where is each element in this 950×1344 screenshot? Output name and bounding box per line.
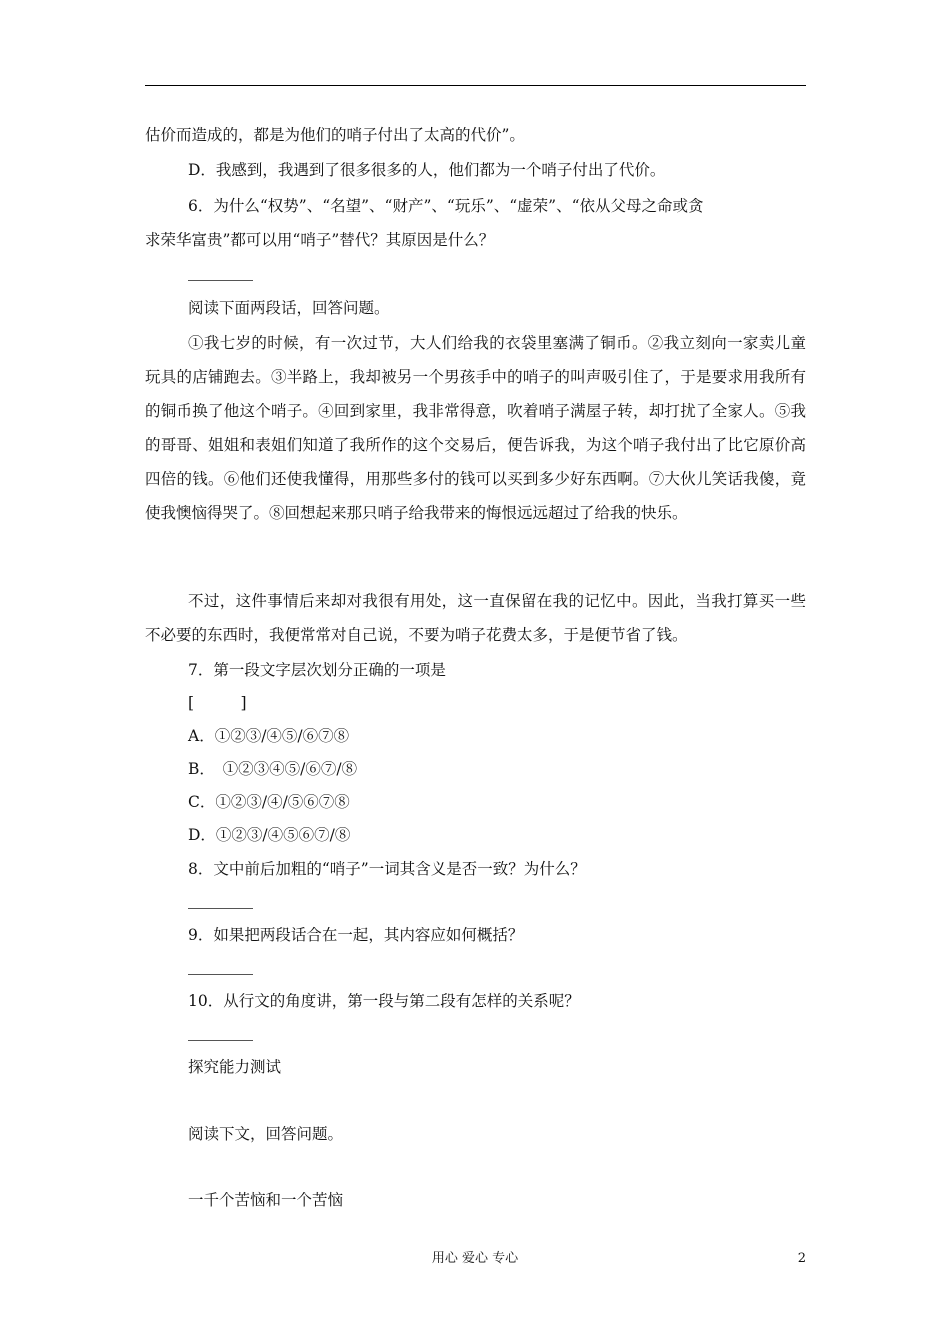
header-rule (145, 85, 806, 86)
option-a: A．①②③/④⑤/⑥⑦⑧ (188, 727, 350, 745)
read-instruction-2: 阅读下文，回答问题。 (188, 1125, 344, 1143)
option-d: D．①②③/④⑤⑥⑦/⑧ (188, 826, 351, 844)
answer-blank-6 (188, 280, 253, 281)
answer-bracket: [ ] (188, 694, 247, 712)
text-line: 估价而造成的，都是为他们的哨子付出了太高的代价”。 (145, 126, 525, 144)
read-instruction-1: 阅读下面两段话，回答问题。 (188, 299, 390, 317)
question-6: 6．为什么“权势”、“名望”、“财产”、“玩乐”、“虚荣”、“依从父母之命或贪 (188, 197, 704, 215)
question-10: 10．从行文的角度讲，第一段与第二段有怎样的关系呢？ (188, 992, 580, 1010)
answer-blank-8 (188, 908, 253, 909)
question-8: 8．文中前后加粗的“哨子”一词其含义是否一致？为什么？ (188, 860, 586, 878)
page-number: 2 (797, 1251, 806, 1266)
option-d-prev: D．我感到，我遇到了很多很多的人，他们都为一个哨子付出了代价。 (188, 161, 666, 179)
passage-paragraph-1: ①我七岁的时候，有一次过节，大人们给我的衣袋里塞满了铜币。②我立刻向一家卖儿童玩具的店铺跑去。③半路上，我却被另一个男孩手中的哨子的叫声吸引住了，于是要求用我所有的铜币换了他这个哨子。④回到家里，我非常得意，吹着哨子满屋子转，却打扰了全家人。⑤我的哥哥、姐姐和表姐们知道了我所作的这个交易后，便告诉我，为这个哨子我付出了比它原价高四倍的钱。⑥他们还使我懂得，用那些多付的钱可以买到多少好东西啊。⑦大伙儿笑话我傻，竟使我懊恼得哭了。⑧回想起来那只哨子给我带来的悔恨远远超过了给我的快乐。 (145, 334, 806, 522)
option-b: B． ①②③④⑤/⑥⑦/⑧ (188, 760, 358, 778)
footer-motto: 用心 爱心 专心 (431, 1251, 519, 1266)
section-title: 探究能力测试 (188, 1058, 282, 1076)
passage-paragraph-2: 不过，这件事情后来却对我很有用处，这一直保留在我的记忆中。因此，当我打算买一些不必要的东西时，我便常常对自己说，不要为哨子花费太多，于是便节省了钱。 (145, 592, 806, 644)
option-c: C．①②③/④/⑤⑥⑦⑧ (188, 793, 350, 811)
answer-blank-9 (188, 974, 253, 975)
article-title: 一千个苦恼和一个苦恼 (188, 1191, 344, 1209)
question-7: 7．第一段文字层次划分正确的一项是 (188, 661, 446, 679)
question-6-cont: 求荣华富贵”都可以用“哨子”替代？其原因是什么？ (145, 231, 495, 249)
question-9: 9．如果把两段话合在一起，其内容应如何概括？ (188, 926, 524, 944)
answer-blank-10 (188, 1040, 253, 1041)
